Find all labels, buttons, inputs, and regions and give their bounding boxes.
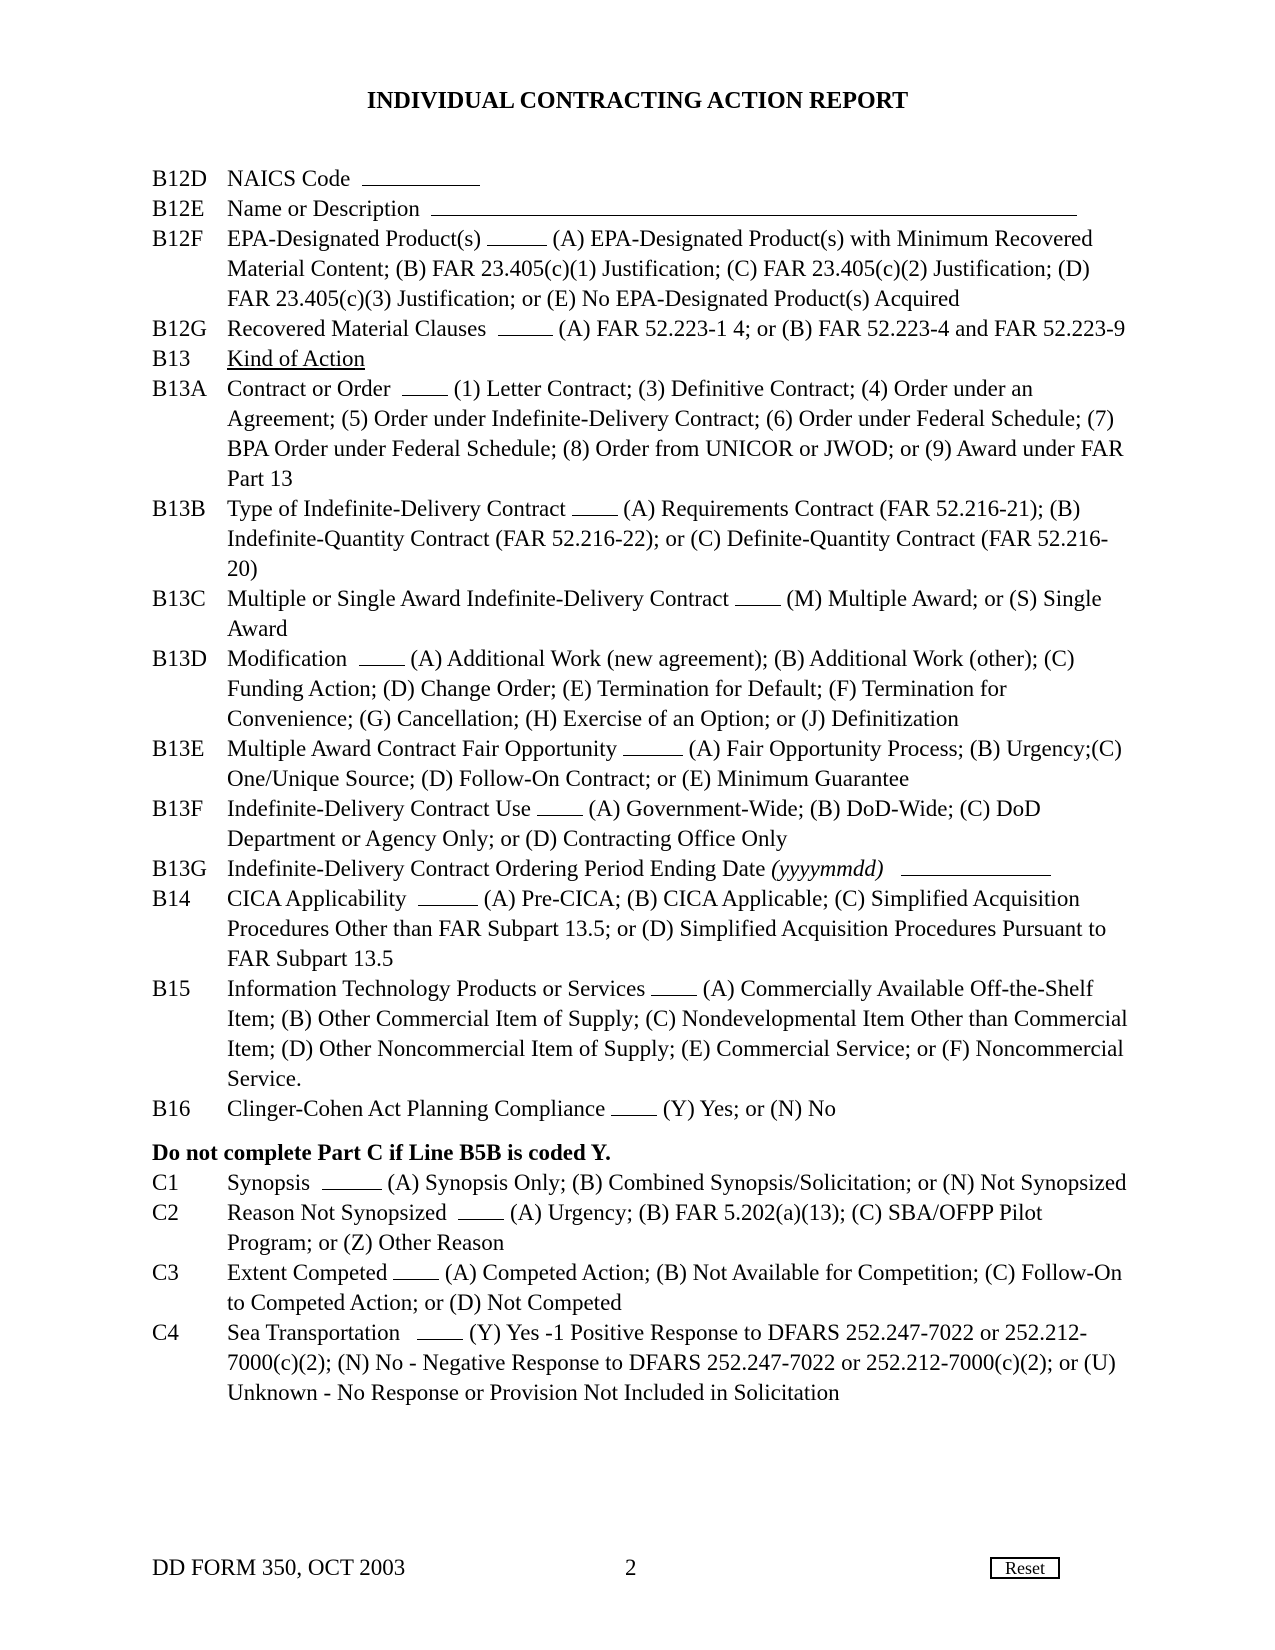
line-options: (A) Competed Action; (B) Not Available for Competition; (C) Follow-On to Competed Action; or (D) Not Competed bbox=[227, 1260, 1123, 1315]
line-b14 bbox=[152, 884, 1132, 974]
line-code: B15 bbox=[152, 976, 191, 1001]
line-options: (A) Government-Wide; (B) DoD-Wide; (C) DoD Department or Agency Only; or (D) Contracting Office Only bbox=[227, 796, 1041, 851]
award-type-field[interactable] bbox=[735, 585, 781, 606]
line-options: (Y) Yes -1 Positive Response to DFARS 252.247-7022 or 252.212-7000(c)(2); (N) No - Negative Response to DFARS 252.247-7022 or 252.212-7000(c)(2); or (U) Unknown - No Response or Provision Not Included in Solicitation bbox=[227, 1320, 1116, 1405]
line-code: B13G bbox=[152, 856, 207, 881]
line-label: Indefinite-Delivery Contract Use bbox=[227, 796, 531, 821]
line-code: B12F bbox=[152, 226, 204, 251]
fair-opportunity-field[interactable] bbox=[623, 735, 683, 756]
date-format-hint: (yyyymmdd) bbox=[771, 856, 884, 881]
contract-order-field[interactable] bbox=[402, 375, 448, 396]
reset-button[interactable]: Reset bbox=[990, 1557, 1060, 1579]
line-code: B13A bbox=[152, 376, 207, 401]
line-b15 bbox=[152, 974, 1132, 1094]
line-options: (A) Commercially Available Off-the-Shelf Item; (B) Other Commercial Item of Supply; (C) Nondevelopmental Item Other than Commercial Item; (D) Other Noncommercial Item of Supply; (E) Commercial Service; or (F) Noncommercial Service. bbox=[227, 976, 1128, 1091]
line-code: C4 bbox=[152, 1320, 179, 1345]
line-c3 bbox=[152, 1258, 1132, 1318]
line-code: B13 bbox=[152, 346, 191, 371]
sea-transportation-field[interactable] bbox=[417, 1319, 463, 1340]
line-c1 bbox=[152, 1168, 1132, 1198]
it-products-field[interactable] bbox=[651, 975, 697, 996]
line-options: (1) Letter Contract; (3) Definitive Contract; (4) Order under an Agreement; (5) Order under Indefinite-Delivery Contract; (6) Order under Federal Schedule; (7) BPA Order under Federal Schedule; (8) Order from UNICOR or JWOD; or (9) Award under FAR Part 13 bbox=[227, 376, 1124, 491]
line-code: B13B bbox=[152, 496, 206, 521]
line-label: CICA Applicability bbox=[227, 886, 407, 911]
line-code: B13F bbox=[152, 796, 204, 821]
line-label: Information Technology Products or Services bbox=[227, 976, 646, 1001]
line-b13g bbox=[152, 854, 1132, 884]
reason-not-synopsized-field[interactable] bbox=[458, 1199, 504, 1220]
line-b13d bbox=[152, 644, 1132, 734]
line-b13e bbox=[152, 734, 1132, 794]
recovered-material-field[interactable] bbox=[498, 315, 553, 336]
line-options: (A) Synopsis Only; (B) Combined Synopsis/Solicitation; or (N) Not Synopsized bbox=[387, 1170, 1127, 1195]
part-c-notice: Do not complete Part C if Line B5B is coded Y. bbox=[152, 1140, 611, 1165]
synopsis-field[interactable] bbox=[322, 1169, 382, 1190]
line-code: B13D bbox=[152, 646, 207, 671]
line-label: Multiple Award Contract Fair Opportunity bbox=[227, 736, 618, 761]
line-label: Recovered Material Clauses bbox=[227, 316, 487, 341]
line-label: Synopsis bbox=[227, 1170, 311, 1195]
line-b12e bbox=[152, 194, 1132, 224]
form-body bbox=[152, 164, 1132, 1408]
line-c4 bbox=[152, 1318, 1132, 1408]
line-b13f bbox=[152, 794, 1132, 854]
line-label: Indefinite-Delivery Contract Ordering Period Ending Date bbox=[227, 856, 766, 881]
idc-type-field[interactable] bbox=[572, 495, 618, 516]
line-code: B12D bbox=[152, 166, 207, 191]
ordering-end-date-field[interactable] bbox=[901, 855, 1051, 876]
line-options: (A) EPA-Designated Product(s) with Minimum Recovered Material Content; (B) FAR 23.405(c)(1) Justification; (C) FAR 23.405(c)(2) Justification; (D) FAR 23.405(c)(3) Justification; or (E) No EPA-Designated Product(s) Acquired bbox=[227, 226, 1093, 311]
page-title: INDIVIDUAL CONTRACTING ACTION REPORT bbox=[366, 88, 909, 114]
line-code: B16 bbox=[152, 1096, 191, 1121]
line-label: NAICS Code bbox=[227, 166, 351, 191]
line-code: B13E bbox=[152, 736, 205, 761]
idc-use-field[interactable] bbox=[537, 795, 583, 816]
epa-product-field[interactable] bbox=[487, 225, 547, 246]
line-b13b bbox=[152, 494, 1132, 584]
line-options: (A) FAR 52.223-1 4; or (B) FAR 52.223-4 and FAR 52.223-9 bbox=[558, 316, 1126, 341]
line-b12d bbox=[152, 164, 1132, 194]
line-code: B14 bbox=[152, 886, 191, 911]
line-code: C1 bbox=[152, 1170, 179, 1195]
line-label: Name or Description bbox=[227, 196, 420, 221]
line-label: Sea Transportation bbox=[227, 1320, 401, 1345]
page-number: 2 bbox=[625, 1555, 637, 1580]
line-b16 bbox=[152, 1094, 1132, 1124]
line-label: Type of Indefinite-Delivery Contract bbox=[227, 496, 566, 521]
line-options: (M) Multiple Award; or (S) Single Award bbox=[227, 586, 1102, 641]
line-options: (Y) Yes; or (N) No bbox=[662, 1096, 836, 1121]
cica-field[interactable] bbox=[418, 885, 478, 906]
line-code: B13C bbox=[152, 586, 206, 611]
line-code: B12G bbox=[152, 316, 207, 341]
line-code: C2 bbox=[152, 1200, 179, 1225]
line-options: (A) Pre-CICA; (B) CICA Applicable; (C) Simplified Acquisition Procedures Other than FAR Subpart 13.5; or (D) Simplified Acquisition Procedures Pursuant to FAR Subpart 13.5 bbox=[227, 886, 1107, 971]
clinger-cohen-field[interactable] bbox=[611, 1095, 657, 1116]
modification-field[interactable] bbox=[359, 645, 405, 666]
line-label: EPA-Designated Product(s) bbox=[227, 226, 482, 251]
line-c2 bbox=[152, 1198, 1132, 1258]
section-heading: Kind of Action bbox=[227, 346, 365, 371]
line-code: B12E bbox=[152, 196, 205, 221]
line-options: (A) Requirements Contract (FAR 52.216-21); (B) Indefinite-Quantity Contract (FAR 52.216-22); or (C) Definite-Quantity Contract (FAR 52.216-20) bbox=[227, 496, 1109, 581]
line-label: Contract or Order bbox=[227, 376, 391, 401]
line-label: Clinger-Cohen Act Planning Compliance bbox=[227, 1096, 606, 1121]
line-options: (A) Fair Opportunity Process; (B) Urgency;(C) One/Unique Source; (D) Follow-On Contract; or (E) Minimum Guarantee bbox=[227, 736, 1122, 791]
naics-code-field[interactable] bbox=[362, 165, 480, 186]
line-code: C3 bbox=[152, 1260, 179, 1285]
name-description-field[interactable] bbox=[431, 195, 1077, 216]
line-b13a bbox=[152, 374, 1132, 494]
line-label: Multiple or Single Award Indefinite-Delivery Contract bbox=[227, 586, 729, 611]
line-label: Reason Not Synopsized bbox=[227, 1200, 447, 1225]
line-options: (A) Urgency; (B) FAR 5.202(a)(13); (C) SBA/OFPP Pilot Program; or (Z) Other Reason bbox=[227, 1200, 1043, 1255]
extent-competed-field[interactable] bbox=[393, 1259, 439, 1280]
line-b12f bbox=[152, 224, 1132, 314]
line-b13c bbox=[152, 584, 1132, 644]
line-label: Extent Competed bbox=[227, 1260, 388, 1285]
line-b13 bbox=[152, 344, 1132, 374]
line-b12g bbox=[152, 314, 1132, 344]
form-identifier: DD FORM 350, OCT 2003 bbox=[152, 1555, 406, 1580]
line-label: Modification bbox=[227, 646, 348, 671]
line-options: (A) Additional Work (new agreement); (B) Additional Work (other); (C) Funding Action; (D) Change Order; (E) Termination for Default; (F) Termination for Convenience; (G) Cancellation; (H) Exercise of an Option; or (J) Definitization bbox=[227, 646, 1075, 731]
